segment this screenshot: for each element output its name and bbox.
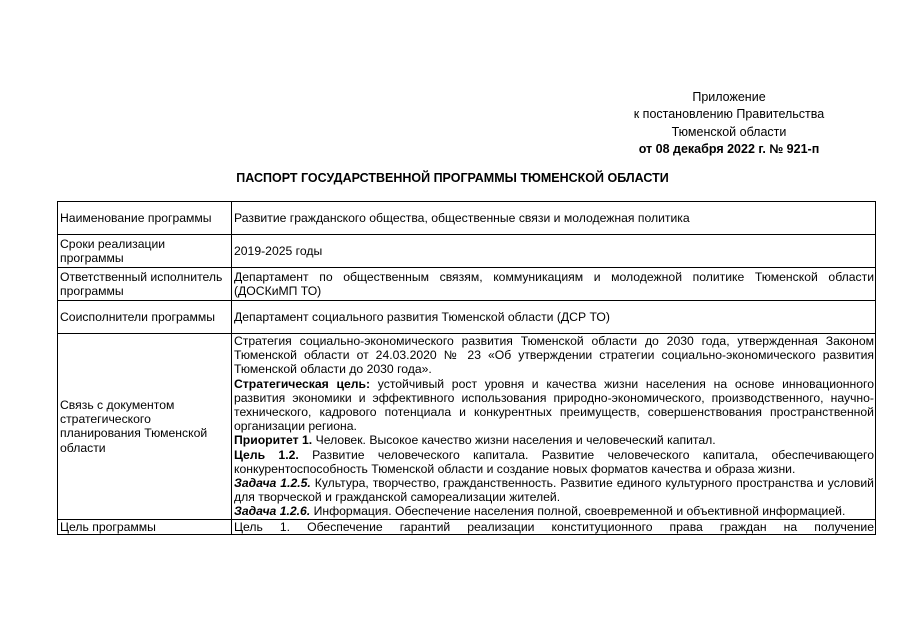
table-row	[58, 519, 876, 534]
table-row	[58, 235, 876, 268]
strategic-goal-paragraph	[234, 377, 874, 434]
task-text: Информация. Обеспечение населения полной, своевременной и объективной информацией.	[310, 504, 846, 519]
table-row	[58, 268, 876, 301]
priority-text: Человек. Высокое качество жизни населения и человеческий капитал.	[312, 433, 716, 448]
row-value: Развитие гражданского общества, общественные связи и молодежная политика	[232, 202, 876, 235]
row-label: Цель программы	[58, 519, 232, 534]
priority-paragraph	[234, 433, 874, 447]
task-heading: Задача 1.2.6.	[234, 504, 311, 519]
table-row	[58, 301, 876, 334]
appendix-block	[609, 89, 849, 158]
appendix-date-number: от 08 декабря 2022 г. № 921-п	[638, 141, 820, 156]
row-label: Соисполнители программы	[58, 301, 232, 334]
appendix-resolution: к постановлению Правительства	[633, 107, 825, 122]
appendix-region: Тюменской области	[671, 124, 787, 139]
row-label: Ответственный исполнитель программы	[58, 268, 232, 301]
row-value: Департамент по общественным связям, коммуникациям и молодежной политике Тюменской области (ДОСКиМП ТО)	[232, 268, 876, 301]
row-value-strategy	[232, 334, 876, 520]
row-value: Департамент социального развития Тюменской области (ДСР ТО)	[232, 301, 876, 334]
appendix-title: Приложение	[692, 90, 766, 104]
goal-paragraph	[234, 448, 874, 476]
goal-text: Развитие человеческого капитала. Развитие человеческого капитала, обеспечивающего конкурентоспособность Тюменской области и создание новых форматов качества и образа жизни.	[234, 447, 874, 476]
strategic-goal-heading: Стратегическая цель:	[234, 376, 371, 391]
row-label: Связь с документом стратегического планирования Тюменской области	[58, 334, 232, 520]
task-text: Культура, творчество, гражданственность. Развитие единого культурного пространства и условий для творческой и гражданской самореализации жителей.	[234, 476, 874, 505]
strategy-paragraph: Стратегия социально-экономического развития Тюменской области до 2030 года, утвержденная Законом Тюменской области от 24.03.2020 № 23 «Об утверждении стратегии социально-экономического развития Тюменской области до 2030 года».	[234, 334, 874, 377]
table-row	[58, 334, 876, 520]
task-heading: Задача 1.2.5.	[234, 476, 311, 491]
priority-heading: Приоритет 1.	[234, 433, 313, 448]
task-paragraph	[234, 504, 874, 518]
passport-table	[57, 201, 876, 535]
goal-heading: Цель 1.2.	[234, 447, 299, 462]
row-label: Наименование программы	[58, 202, 232, 235]
task-paragraph	[234, 476, 874, 504]
table-row	[58, 202, 876, 235]
row-value: 2019-2025 годы	[232, 235, 876, 268]
strategic-goal-text: устойчивый рост уровня и качества жизни населения на основе инновационного развития экономики и эффективного использования природно-экономического, производственного, научно-технического, кадрового потенциала и конкурентных преимуществ, совершенствования пространственной организации региона.	[234, 376, 875, 434]
row-label: Сроки реализации программы	[58, 235, 232, 268]
page-title: ПАСПОРТ ГОСУДАРСТВЕННОЙ ПРОГРАММЫ ТЮМЕНСКОЙ ОБЛАСТИ	[236, 171, 669, 185]
row-value: Цель 1. Обеспечение гарантий реализации конституционного права граждан на получение	[232, 519, 876, 534]
